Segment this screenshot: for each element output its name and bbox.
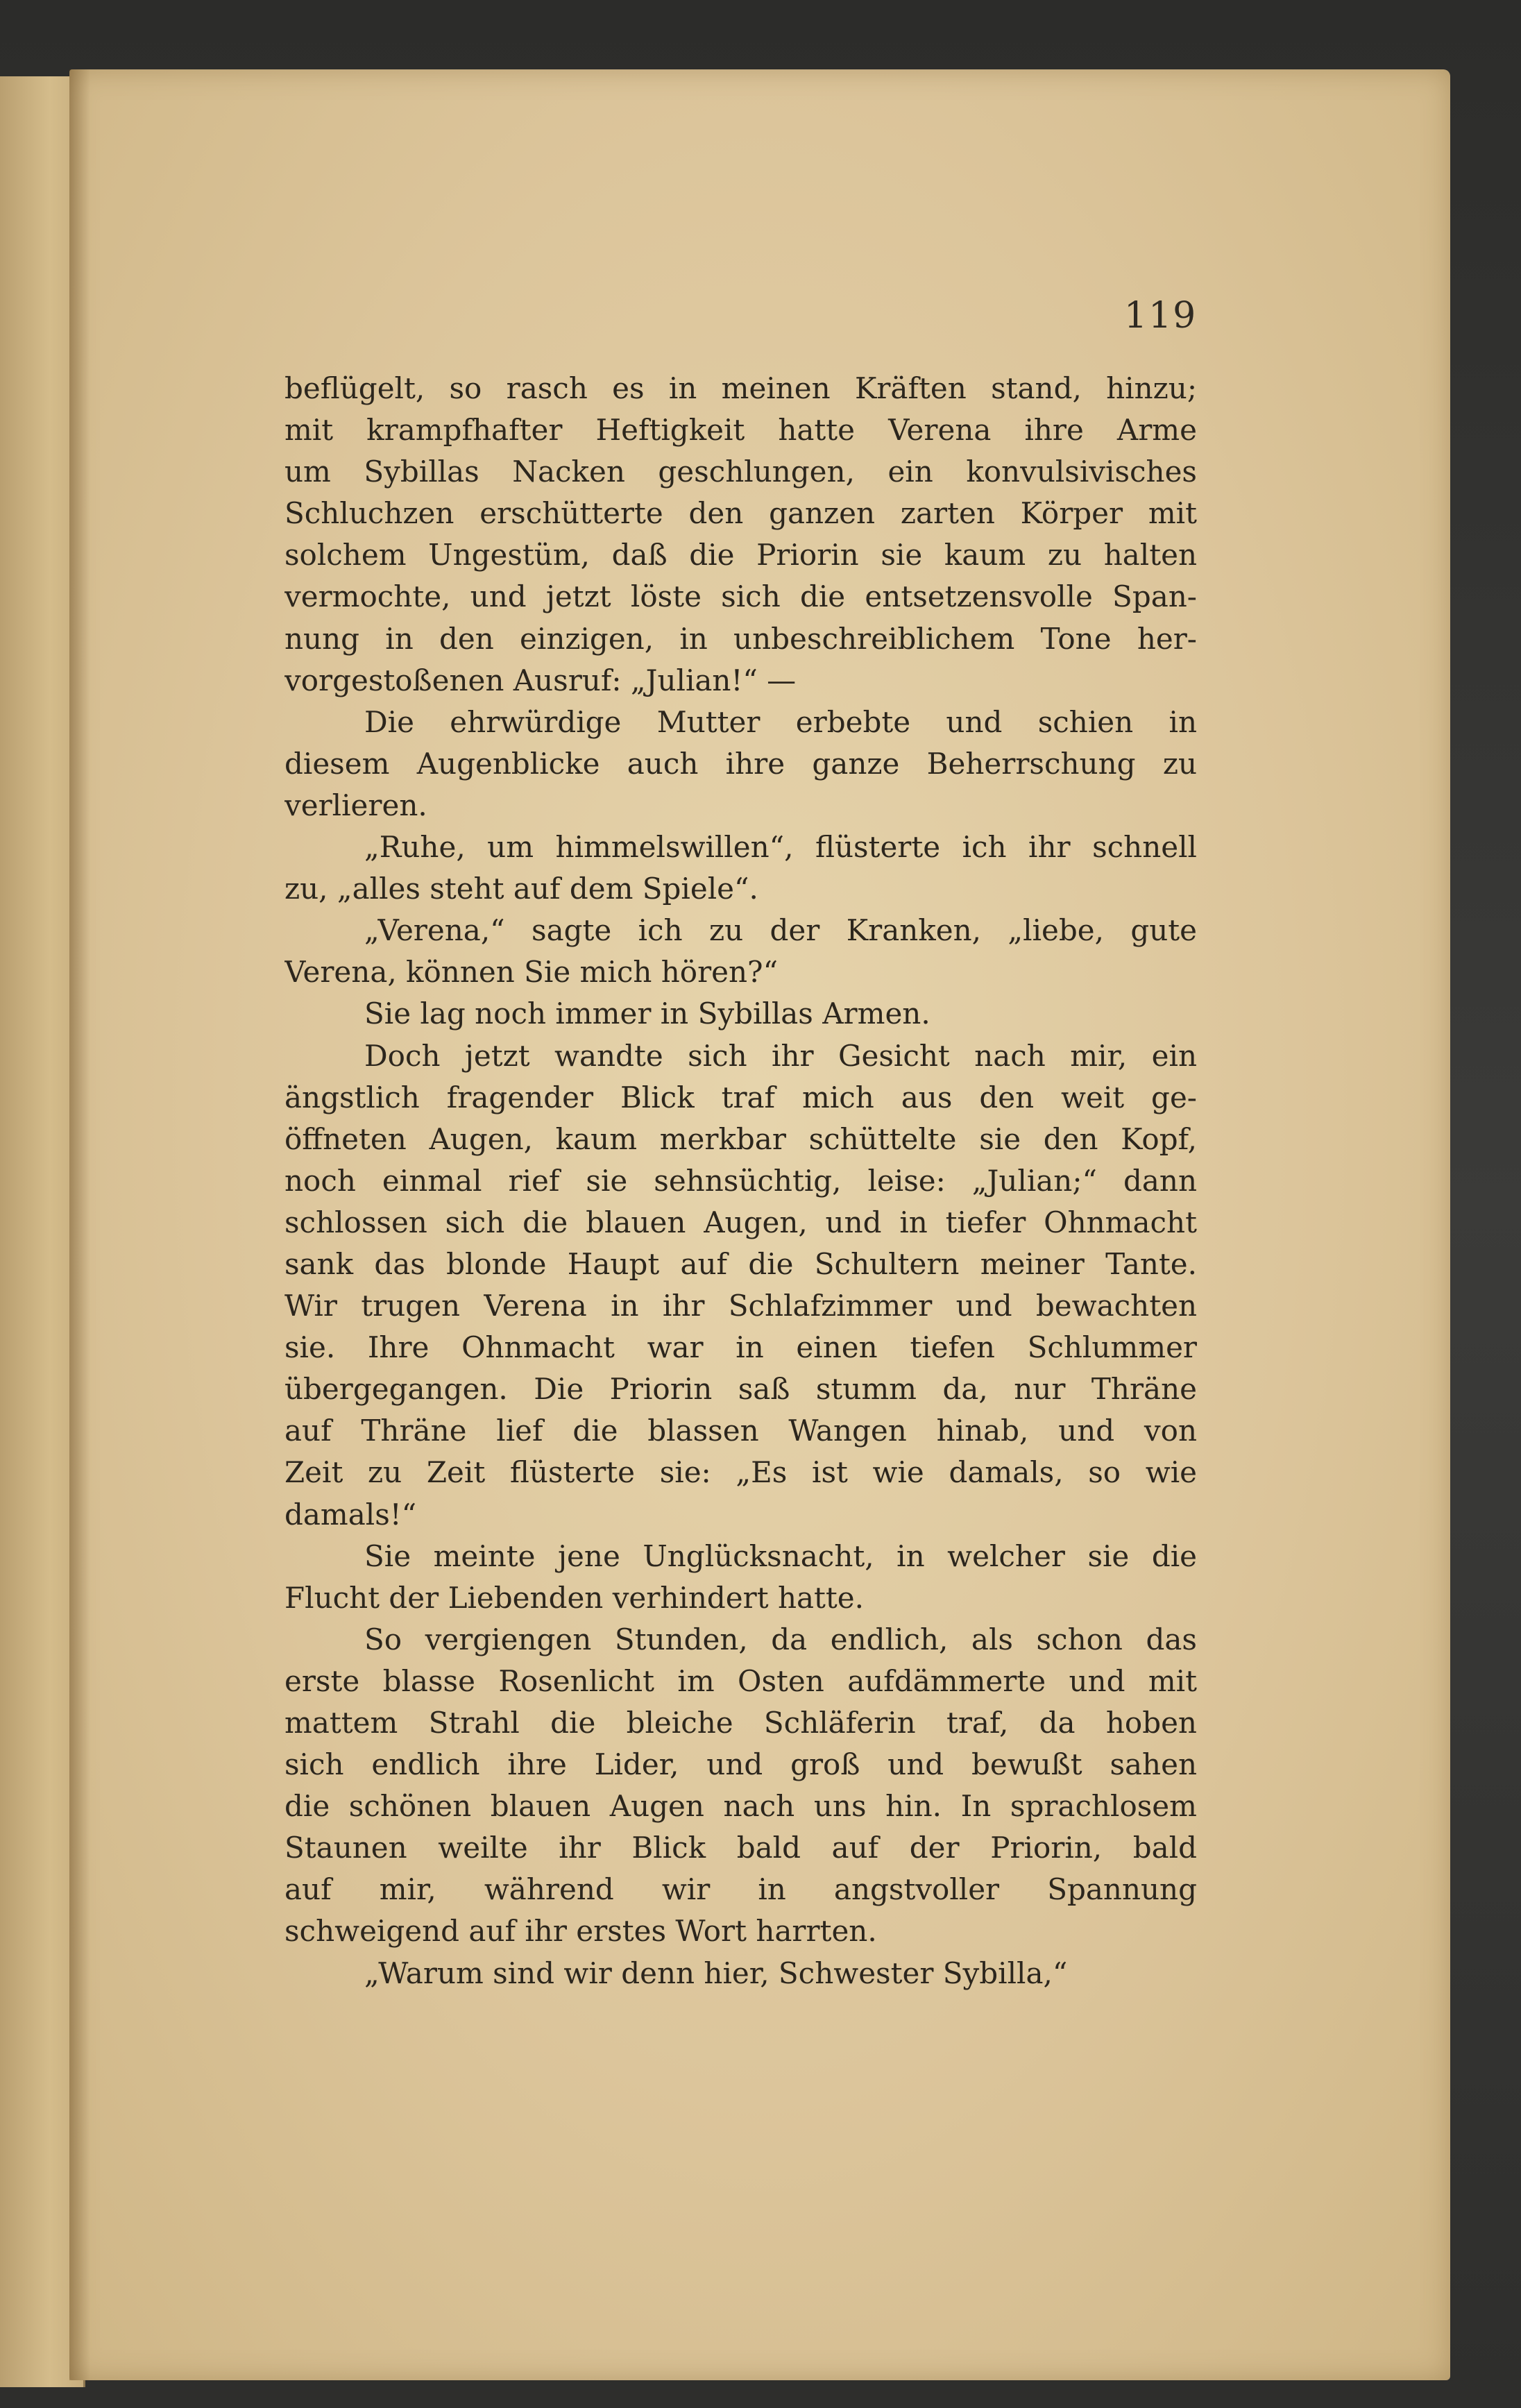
text-line: Die ehrwürdige Mutter erbebte und schien in (364, 704, 1197, 739)
text-line: zu, „alles steht auf dem Spiele“. (284, 872, 758, 906)
text-line: Schluchzen erschütterte den ganzen zarten Körper mit (284, 496, 1197, 531)
text-line: mattem Strahl die bleiche Schläferin traf, da hoben (284, 1706, 1197, 1740)
text-line: mit krampfhafter Heftigkeit hatte Verena ihre Arme (284, 413, 1197, 448)
text-line: schlossen sich die blauen Augen, und in tiefer Ohnmacht (284, 1205, 1197, 1239)
text-line: Verena, können Sie mich hören?“ (284, 955, 779, 990)
text-line: Doch jetzt wandte sich ihr Gesicht nach mir, ein (364, 1038, 1197, 1073)
text-line: beflügelt, so rasch es in meinen Kräften stand, hinzu; (284, 371, 1197, 405)
text-line: noch einmal rief sie sehnsüchtig, leise: „Julian;“ dann (284, 1163, 1197, 1198)
text-line: schweigend auf ihr erstes Wort harrten. (284, 1914, 877, 1949)
text-line: die schönen blauen Augen nach uns hin. In sprachlosem (284, 1789, 1197, 1824)
text-line: vorgestoßenen Ausruf: „Julian!“ — (284, 663, 797, 697)
text-line: Wir trugen Verena in ihr Schlafzimmer und bewachten (284, 1289, 1197, 1323)
gutter-shadow (69, 69, 90, 2380)
text-line: öffneten Augen, kaum merkbar schüttelte sie den Kopf, (284, 1121, 1197, 1156)
text-line: Sie meinte jene Unglücksnacht, in welcher sie die (364, 1538, 1197, 1573)
body-text (284, 368, 1197, 1994)
text-line: Zeit zu Zeit flüsterte sie: „Es ist wie damals, so wie (284, 1455, 1197, 1490)
text-line: auf Thräne lief die blassen Wangen hinab, und von (284, 1414, 1197, 1448)
text-line: nung in den einzigen, in unbeschreiblichem Tone her- (284, 621, 1197, 656)
text-line: erste blasse Rosenlicht im Osten aufdämmerte und mit (284, 1663, 1197, 1698)
text-line: So vergiengen Stunden, da endlich, als schon das (364, 1622, 1197, 1656)
text-line: um Sybillas Nacken geschlungen, ein konvulsivisches (284, 455, 1197, 489)
page-number: 119 (1124, 295, 1198, 337)
text-line: sie. Ihre Ohnmacht war in einen tiefen Schlummer (284, 1330, 1197, 1365)
text-line: vermochte, und jetzt löste sich die entsetzensvolle Span- (284, 579, 1197, 614)
text-line: verlieren. (284, 788, 427, 822)
text-line: ängstlich fragender Blick traf mich aus den weit ge- (284, 1080, 1197, 1114)
text-line: „Warum sind wir denn hier, Schwester Sybilla,“ (364, 1956, 1068, 1990)
text-line: damals!“ (284, 1497, 417, 1532)
text-line: übergegangen. Die Priorin saß stumm da, nur Thräne (284, 1372, 1197, 1407)
text-line: sich endlich ihre Lider, und groß und bewußt sahen (284, 1747, 1197, 1782)
text-line: diesem Augenblicke auch ihre ganze Beherrschung zu (284, 746, 1197, 781)
text-line: solchem Ungestüm, daß die Priorin sie kaum zu halten (284, 538, 1197, 573)
text-line: auf mir, während wir in angstvoller Spannung (284, 1872, 1197, 1907)
text-line: Sie lag noch immer in Sybillas Armen. (364, 997, 931, 1031)
text-line: Flucht der Liebenden verhindert hatte. (284, 1580, 864, 1615)
text-line: „Ruhe, um himmelswillen“, flüsterte ich ihr schnell (364, 830, 1197, 865)
text-line: Staunen weilte ihr Blick bald auf der Priorin, bald (284, 1831, 1197, 1865)
text-line: sank das blonde Haupt auf die Schultern meiner Tante. (284, 1246, 1197, 1281)
text-line: „Verena,“ sagte ich zu der Kranken, „liebe, gute (364, 913, 1197, 948)
